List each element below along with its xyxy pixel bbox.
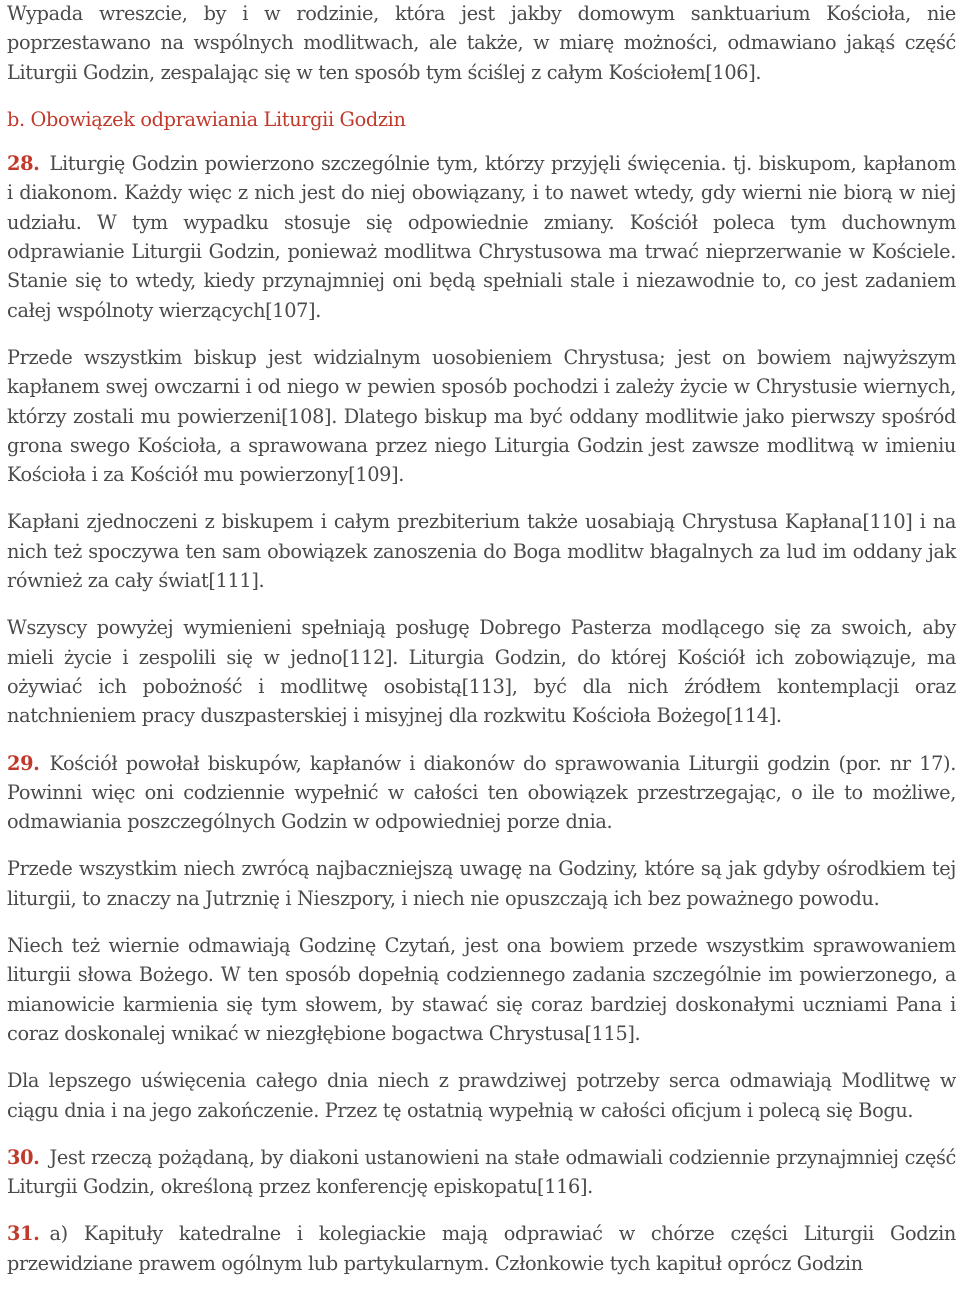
paragraph-28 (7, 149, 956, 325)
paragraph-31-text: a) Kapituły katedralne i kolegiackie mają odprawiać w chórze części Liturgii Godzin przewidziane prawem ogólnym lub partykularnym. Członkowie tych kapituł oprócz Godzin (7, 1222, 956, 1275)
paragraph-30-text: Jest rzeczą pożądaną, by diakoni ustanowieni na stałe odmawiali codziennie przynajmniej część Liturgii Godzin, określoną przez konferencję episkopatu[116]. (7, 1145, 956, 1199)
paragraph-number-28: 28. (7, 152, 40, 176)
section-heading-b: b. Obowiązek odprawiania Liturgii Godzin (7, 107, 406, 131)
paragraph-29-text: Kościół powołał biskupów, kapłanów i diakonów do sprawowania Liturgii godzin (por. nr 17). Powinni więc oni codziennie wypełnić w całości ten obowiązek przestrzegając, o ile to możliwe, odmawiania poszczególnych Godzin w odpowiedniej porze dnia. (7, 751, 956, 834)
paragraph-number-29: 29. (7, 751, 40, 775)
paragraph-number-31: 31. (7, 1222, 40, 1246)
paragraph-readings: Niech też wiernie odmawiają Godzinę Czytań, jest ona bowiem przede wszystkim sprawowaniem liturgii słowa Bożego. W ten sposób dopełnią codziennego zadania szczególnie im powierzonego, a mianowicie karmienia się tym słowem, by stawać się coraz bardziej doskonałymi uczniami Pana i coraz doskonalej wnikać w niezgłębione bogactwa Chrystusa[115]. (7, 934, 956, 1045)
paragraph-31 (7, 1219, 956, 1278)
paragraph-compline: Dla lepszego uświęcenia całego dnia niech z prawdziwej potrzeby serca odmawiają Modlitwę w ciągu dnia i na jego zakończenie. Przez tę ostatnią wypełnią w całości oficjum i polecą się Bogu. (7, 1069, 956, 1122)
paragraph-29 (7, 749, 956, 837)
paragraph-number-30: 30. (7, 1145, 40, 1169)
paragraph-all-ministers: Wszyscy powyżej wymienieni spełniają posługę Dobrego Pasterza modlącego się za swoich, aby mieli życie i zespolili się w jedno[112]. Liturgia Godzin, do której Kościół ich zobowiązuje, ma ożywiać ich pobożność i modlitwę osobistą[113], być dla nich źródłem kontemplacji oraz natchnieniem pracy duszpasterskiej i misyjnej dla rozkwitu Kościoła Bożego[114]. (7, 616, 956, 728)
paragraph-hours: Przede wszystkim niech zwrócą najbaczniejszą uwagę na Godziny, które są jak gdyby ośrodkiem tej liturgii, to znaczy na Jutrznię i Nieszpory, i niech nie opuszczają ich bez poważnego powodu. (7, 857, 956, 910)
paragraph-30 (7, 1143, 956, 1202)
paragraph-family-prayer: Wypada wreszcie, by i w rodzinie, która jest jakby domowym sanktuarium Kościoła, nie poprzestawano na wspólnych modlitwach, ale także, w miarę możności, odmawiano jakąś część Liturgii Godzin, zespalając się w ten sposób tym ściślej z całym Kościołem[106]. (7, 2, 956, 84)
paragraph-bishop: Przede wszystkim biskup jest widzialnym uosobieniem Chrystusa; jest on bowiem najwyższym kapłanem swej owczarni i od niego w pewien sposób pochodzi i zależy życie w Chrystusie wiernych, którzy zostali mu powierzeni[108]. Dlatego biskup ma być oddany modlitwie jako pierwszy spośród grona swego Kościoła, a sprawowana przez niego Liturgia Godzin jest zawsze modlitwą w imieniu Kościoła i za Kościół mu powierzony[109]. (7, 345, 956, 487)
paragraph-priests: Kapłani zjednoczeni z biskupem i całym prezbiterium także uosabiają Chrystusa Kapłana[110] i na nich też spoczywa ten sam obowiązek zanoszenia do Boga modlitw błagalnych za lud im oddany jak również za cały świat[111]. (7, 510, 956, 593)
paragraph-28-text: Liturgię Godzin powierzono szczególnie tym, którzy przyjęli święcenia. tj. biskupom, kapłanom i diakonom. Każdy więc z nich jest do niej obowiązany, i to nawet wtedy, gdy wierni nie biorą w niej udziału. W tym wypadku stosuje się odpowiednie zmiany. Kościół poleca tym duchownym odprawianie Liturgii Godzin, ponieważ modlitwa Chrystusowa ma trwać nieprzerwanie w Kościele. Stanie się to wtedy, kiedy przynajmniej oni będą spełniali stale i niezawodnie to, co jest zadaniem całej wspólnoty wierzących[107]. (7, 152, 956, 322)
